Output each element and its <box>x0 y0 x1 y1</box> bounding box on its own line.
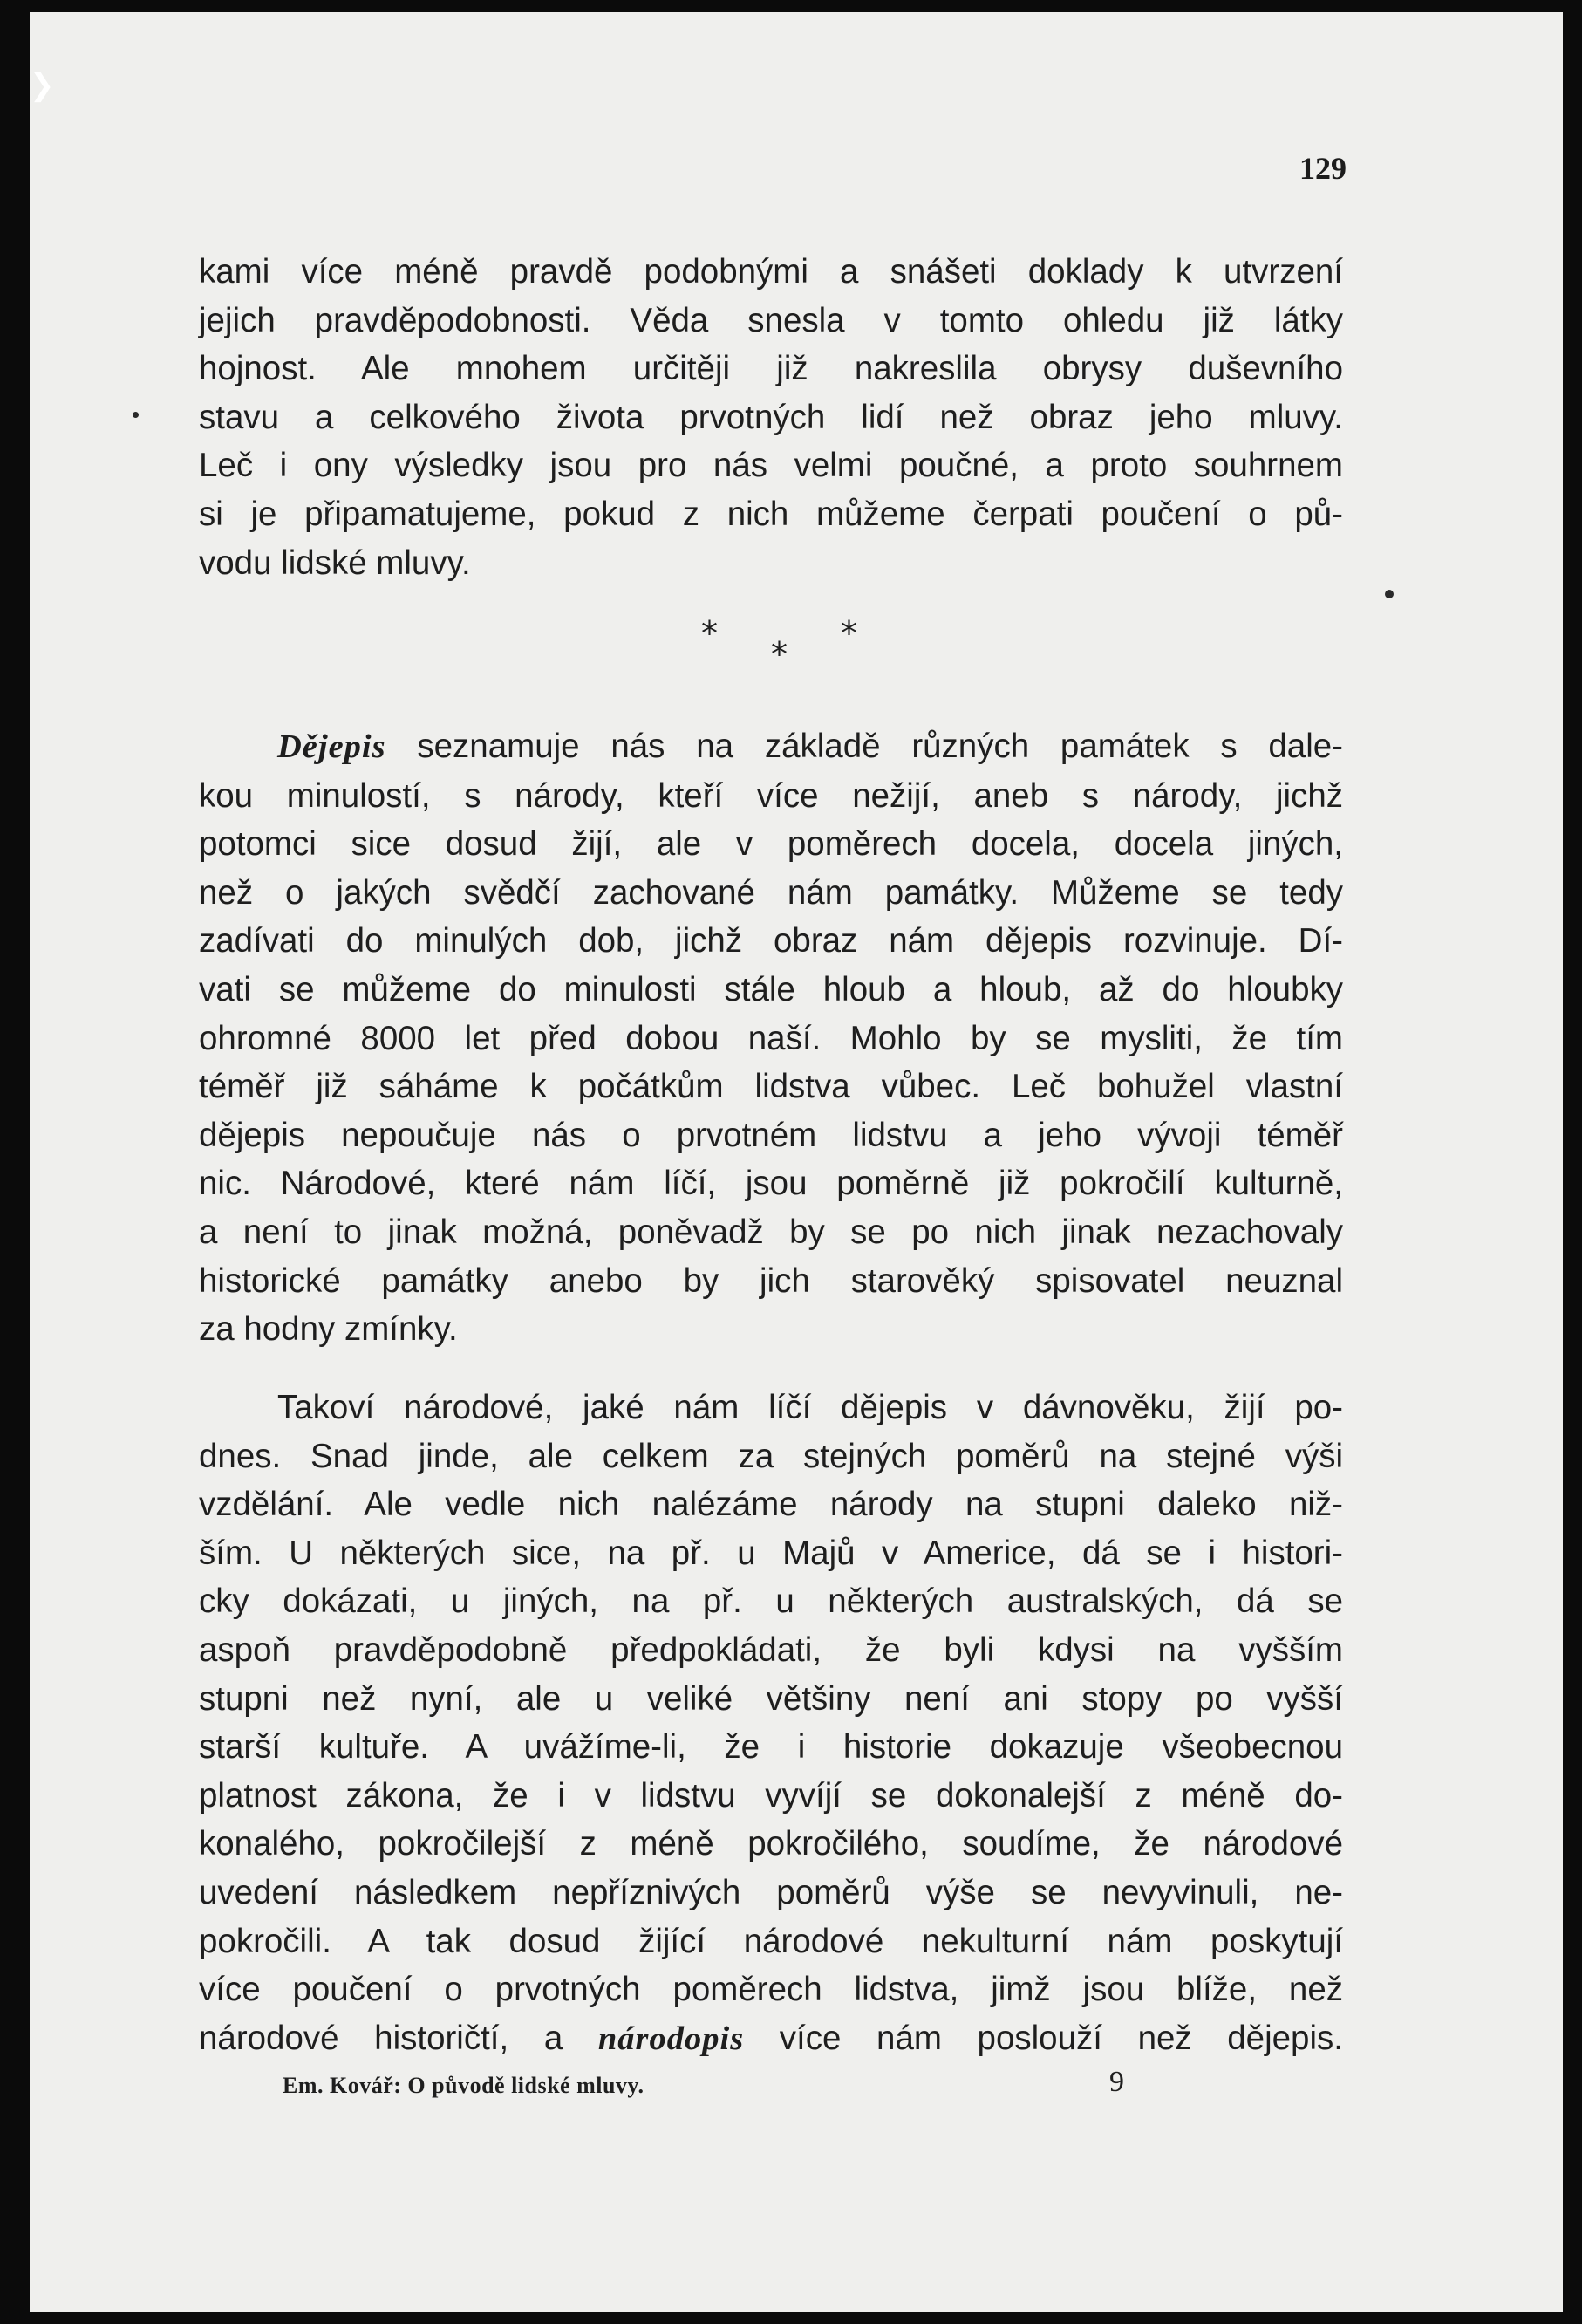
book-page <box>30 12 1563 2312</box>
page-number: 129 <box>1299 151 1347 186</box>
separator-star: * <box>771 635 788 673</box>
text-line: konalého, pokročilejší z méně pokročilého, soudíme, že národové <box>199 1825 1343 1863</box>
text-line: dnes. Snad jinde, ale celkem za stejných poměrů na stejné výši <box>199 1437 1343 1475</box>
text-line-last <box>199 2014 1343 2064</box>
text-line: než o jakých svědčí zachované nám památky. Můžeme se tedy <box>199 873 1343 912</box>
emphasized-term: národopis <box>597 2020 745 2057</box>
text-line: a není to jinak možná, poněvadž by se po nich jinak nezachovaly <box>199 1213 1343 1251</box>
printer-signature-mark: 9 <box>1109 2066 1124 2098</box>
text-line: ším. U některých sice, na př. u Majů v Americe, dá se i histori- <box>199 1534 1343 1572</box>
text-fragment: národové historičtí, a <box>199 2019 598 2057</box>
text-line: více poučení o prvotných poměrech lidstva, jimž jsou blíže, než <box>199 1971 1343 2009</box>
text-line: vodu lidské mluvy. <box>199 543 471 582</box>
paragraph-1 <box>199 248 1343 587</box>
separator-star: * <box>841 614 857 653</box>
text-line: uvedení následkem nepříznivých poměrů výše se nevyvinuli, ne- <box>199 1873 1343 1911</box>
text-line: pokročili. A tak dosud žijící národové nekulturní nám poskytují <box>199 1922 1343 1960</box>
text-line-first <box>199 722 1343 772</box>
text-line: starší kultuře. A uvážíme-li, že i historie dokazuje všeobecnou <box>199 1728 1343 1767</box>
text-line: jejich pravděpodobnosti. Věda snesla v tomto ohledu již látky <box>199 301 1343 339</box>
ink-speck <box>133 412 139 418</box>
text-line: si je připamatujeme, pokud z nich můžeme čerpati poučení o pů- <box>199 495 1343 533</box>
text-line: nic. Národové, které nám líčí, jsou poměrně již pokročilí kulturně, <box>199 1165 1343 1203</box>
text-line: cky dokázati, u jiných, na př. u některých australských, dá se <box>199 1582 1343 1621</box>
text-line: platnost zákona, že i v lidstvu vyvíjí se dokonalejší z méně do- <box>199 1776 1343 1815</box>
paragraph-3 <box>199 1384 1343 2063</box>
text-line: zadívati do minulých dob, jichž obraz nám dějepis rozvinuje. Dí- <box>199 922 1343 960</box>
signature-footer: Em. Kovář: O původě lidské mluvy. <box>283 2073 644 2098</box>
text-line: stupni než nyní, ale u veliké většiny není ani stopy po vyšší <box>199 1679 1343 1718</box>
page-edge-mark: ❯ <box>30 68 55 103</box>
text-line: Leč i ony výsledky jsou pro nás velmi poučné, a proto souhrnem <box>199 447 1343 485</box>
text-line: kami více méně pravdě podobnými a snášeti doklady k utvrzení <box>199 253 1343 290</box>
section-separator <box>675 614 884 684</box>
text-line: stavu a celkového života prvotných lidí než obraz jeho mluvy. <box>199 398 1343 436</box>
text-line: dějepis nepoučuje nás o prvotném lidstvu a jeho vývoji téměř <box>199 1116 1343 1154</box>
ink-speck <box>1385 590 1394 598</box>
text-line: kou minulostí, s národy, kteří více nežijí, aneb s národy, jichž <box>199 776 1343 815</box>
text-line: vati se můžeme do minulosti stále hloub a hloub, až do hloubky <box>199 970 1343 1008</box>
text-line: vzdělání. Ale vedle nich nalézáme národy na stupni daleko niž- <box>199 1486 1343 1524</box>
text-line-first: Takoví národové, jaké nám líčí dějepis v dávnověku, žijí po- <box>277 1389 1343 1426</box>
text-line: za hodny zmínky. <box>199 1310 458 1349</box>
text-line: potomci sice dosud žijí, ale v poměrech docela, docela jiných, <box>199 825 1343 864</box>
emphasized-term: Dějepis <box>277 728 386 765</box>
text-fragment: více nám poslouží než dějepis. <box>744 2019 1343 2057</box>
text-line: historické památky anebo by jich starověký spisovatel neuznal <box>199 1261 1343 1300</box>
separator-star: * <box>701 614 718 653</box>
text-line: téměř již sáháme k počátkům lidstva vůbec. Leč bohužel vlastní <box>199 1068 1343 1106</box>
text-line: hojnost. Ale mnohem určitěji již nakreslila obrysy duševního <box>199 350 1343 388</box>
paragraph-2 <box>199 722 1343 1354</box>
text-fragment: seznamuje nás na základě různých památek s dale- <box>385 728 1343 765</box>
text-line: aspoň pravděpodobně předpokládati, že byli kdysi na vyšším <box>199 1630 1343 1669</box>
text-line: ohromné 8000 let před dobou naší. Mohlo by se mysliti, že tím <box>199 1019 1343 1057</box>
